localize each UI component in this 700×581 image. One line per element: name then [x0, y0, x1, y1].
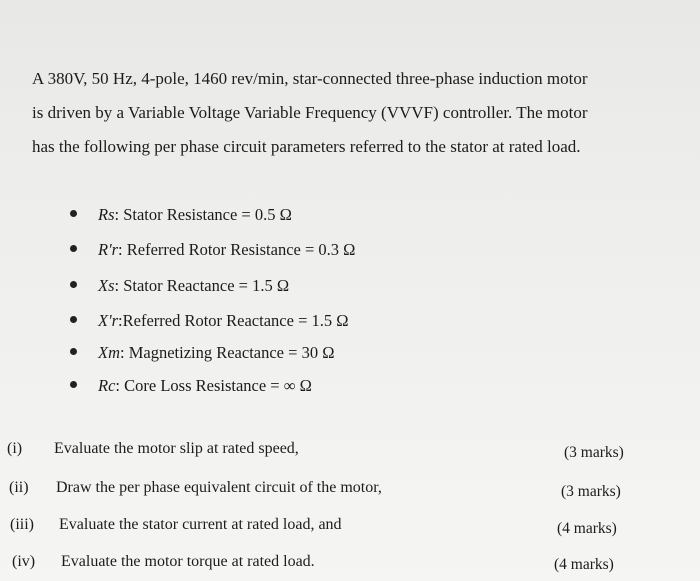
bullet-icon	[70, 210, 77, 217]
question-marks: (4 marks)	[557, 520, 617, 537]
param-symbol: Xm	[98, 343, 120, 362]
question-text: Evaluate the stator current at rated load, and	[59, 516, 342, 533]
bullet-icon	[70, 348, 77, 355]
question-text: Evaluate the motor slip at rated speed,	[54, 440, 299, 457]
question-number: (iii)	[10, 516, 34, 533]
param-symbol: Rs	[98, 205, 115, 224]
param-stator-resistance	[70, 205, 292, 225]
problem-line-2: is driven by a Variable Voltage Variable Frequency (VVVF) controller. The motor	[32, 103, 588, 122]
param-symbol: X'r	[98, 311, 119, 330]
param-magnetizing-reactance	[70, 343, 334, 363]
problem-line-1: A 380V, 50 Hz, 4-pole, 1460 rev/min, star-connected three-phase induction motor	[32, 69, 588, 88]
question-text: Evaluate the motor torque at rated load.	[61, 553, 315, 570]
param-text: :Referred Rotor Reactance = 1.5 Ω	[118, 311, 349, 330]
bullet-icon	[70, 316, 77, 323]
question-marks: (3 marks)	[561, 483, 621, 500]
question-number: (iv)	[12, 553, 36, 570]
param-stator-reactance	[70, 276, 289, 296]
param-text: : Stator Reactance = 1.5 Ω	[114, 276, 290, 295]
param-rotor-resistance	[70, 240, 355, 260]
question-marks: (4 marks)	[554, 556, 614, 573]
param-symbol: Rc	[98, 376, 116, 395]
question-number: (i)	[7, 440, 23, 457]
param-rotor-reactance	[70, 311, 349, 331]
param-text: : Magnetizing Reactance = 30 Ω	[120, 343, 335, 362]
param-text: : Referred Rotor Resistance = 0.3 Ω	[118, 240, 356, 259]
problem-line-3: has the following per phase circuit parameters referred to the stator at rated load.	[32, 137, 581, 156]
question-text: Draw the per phase equivalent circuit of the motor,	[56, 479, 382, 496]
param-symbol: R'r	[98, 240, 119, 259]
bullet-icon	[70, 245, 77, 252]
bullet-icon	[70, 381, 77, 388]
problem-statement	[32, 62, 682, 164]
param-symbol: Xs	[98, 276, 115, 295]
question-number: (ii)	[9, 479, 29, 496]
param-text: : Stator Resistance = 0.5 Ω	[114, 205, 292, 224]
param-core-loss-resistance	[70, 376, 312, 396]
bullet-icon	[70, 281, 77, 288]
param-text: : Core Loss Resistance = ∞ Ω	[115, 376, 312, 395]
question-marks: (3 marks)	[564, 444, 624, 461]
